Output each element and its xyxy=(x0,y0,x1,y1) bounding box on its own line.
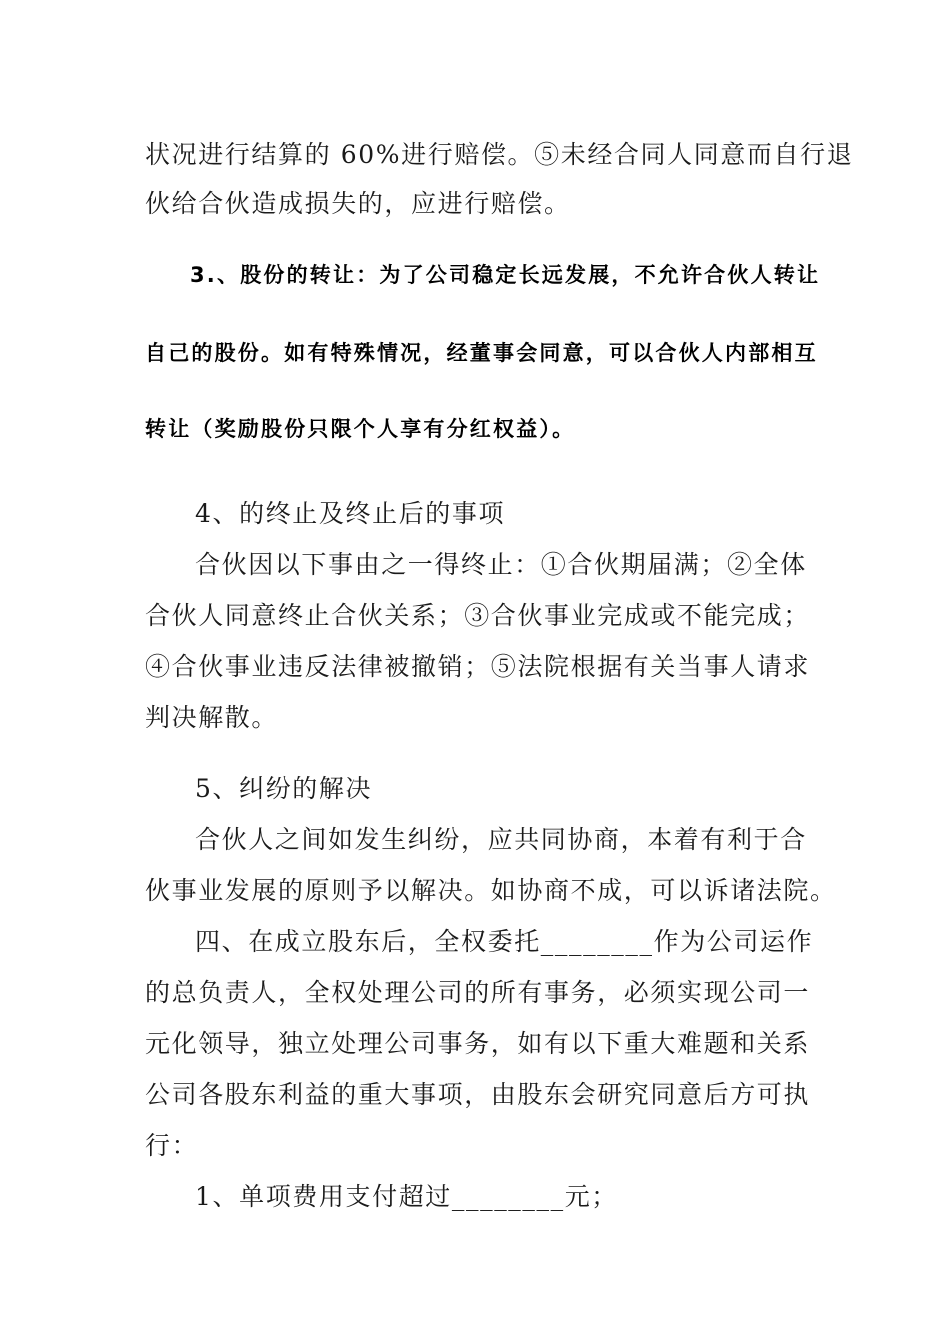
paragraph-line: 合伙因以下事由之一得终止：①合伙期届满；②全体 xyxy=(195,550,807,579)
paragraph-line: 元化领导，独立处理公司事务，如有以下重大难题和关系 xyxy=(145,1029,811,1058)
section-heading-termination: 4、的终止及终止后的事项 xyxy=(195,499,506,528)
paragraph-line: 合伙人同意终止合伙关系；③合伙事业完成或不能完成； xyxy=(145,601,811,630)
paragraph-line: 伙事业发展的原则予以解决。如协商不成，可以诉诸法院。 xyxy=(145,876,837,905)
section-heading-share-transfer: 3.、股份的转让：为了公司稳定长远发展，不允许合伙人转让 xyxy=(190,263,821,287)
list-item: 1、单项费用支付超过________元； xyxy=(195,1182,618,1211)
paragraph-line: 四、在成立股东后，全权委托________作为公司运作 xyxy=(195,927,814,956)
section-heading-dispute: 5、纠纷的解决 xyxy=(195,774,373,803)
paragraph-line: 合伙人之间如发生纠纷，应共同协商，本着有利于合 xyxy=(195,825,807,854)
paragraph-line: 的总负责人，全权处理公司的所有事务，必须实现公司一 xyxy=(145,978,811,1007)
paragraph-line: 行： xyxy=(145,1131,199,1160)
paragraph-line: ④合伙事业违反法律被撤销；⑤法院根据有关当事人请求 xyxy=(145,652,811,681)
paragraph-line: 伙给合伙造成损失的，应进行赔偿。 xyxy=(145,189,571,218)
paragraph-line-bold: 转让（奖励股份只限个人享有分红权益）。 xyxy=(145,417,576,441)
paragraph-line-bold: 自己的股份。如有特殊情况，经董事会同意，可以合伙人内部相互 xyxy=(145,341,818,365)
paragraph-line: 公司各股东利益的重大事项，由股东会研究同意后方可执 xyxy=(145,1080,811,1109)
paragraph-line: 判决解散。 xyxy=(145,703,279,732)
paragraph-line: 状况进行结算的 60%进行赔偿。⑤未经合同人同意而自行退 xyxy=(145,140,854,169)
